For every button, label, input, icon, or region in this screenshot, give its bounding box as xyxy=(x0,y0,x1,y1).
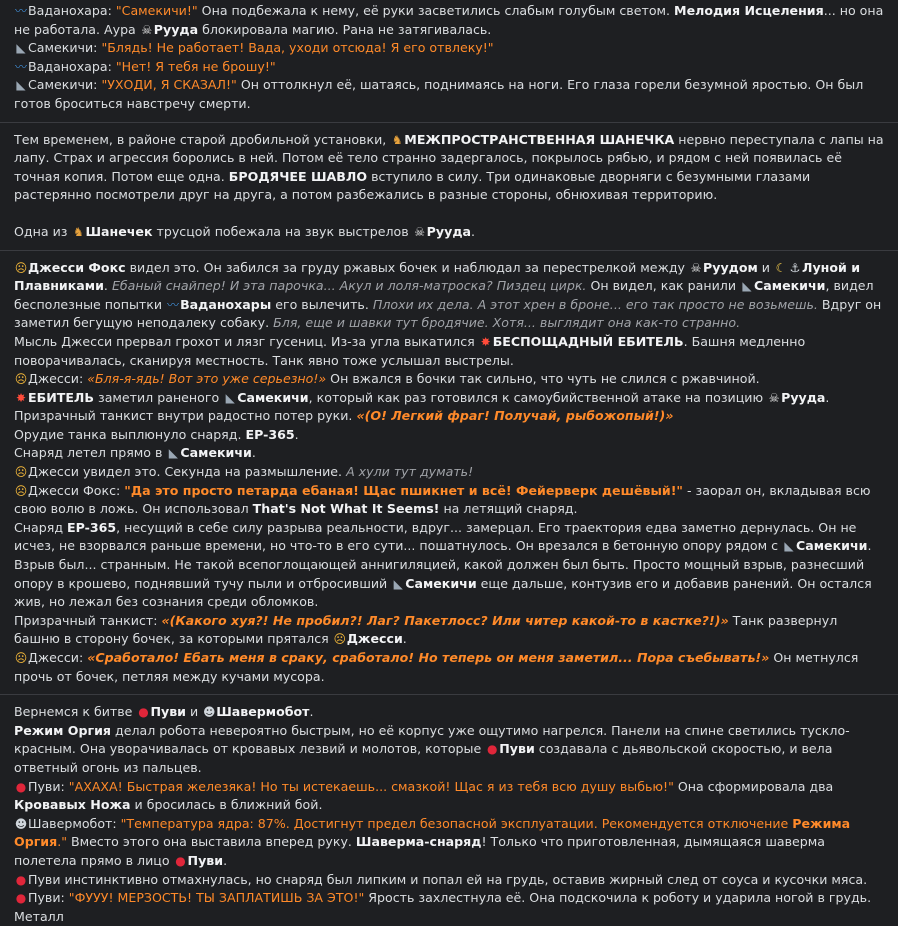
dialogue-line: ◣ Самекичи: "Блядь! Не работает! Вада, уходи отсюда! Я его отвлеку!" xyxy=(14,39,884,58)
narration-line: ☹Джесси увидел это. Секунда на размышление. А хули тут думать! xyxy=(14,463,884,482)
narration-paragraph: Режим Оргия делал робота невероятно быстрым, но её корпус уже ощутимо нагрелся. Панели на спине светились тускло-красным. Она уворачивалась от кровавых лезвий и молотов, которые ● Пуви создавала с дьявольской скоростью, и вела ответный огонь из пальцев. xyxy=(14,722,850,775)
message-divider xyxy=(0,694,898,695)
explosion-icon: ✸ xyxy=(15,390,27,405)
narration-line: Снаряд летел прямо в ◣ Самекичи. xyxy=(14,444,884,463)
worried-face-icon: ☹ xyxy=(14,651,28,665)
blood-drop-icon: ● xyxy=(15,872,27,887)
worried-face-icon: ☹ xyxy=(333,632,346,647)
worried-face-icon: ☹ xyxy=(14,465,28,480)
dialogue-line: ● Пуви: "АХАХА! Быстрая железяка! Но ты истекаешь... смазкой! Щас я из тебя всю душу выбью!" Она сформировала два Кровавых Ножа и бросилась в ближний бой. xyxy=(14,778,834,813)
shark-icon: ◣ xyxy=(393,576,403,591)
wave-icon: 〰 xyxy=(14,4,27,18)
narration-paragraph: Мысль Джесси прервал грохот и лязг гусениц. Из-за угла выкатился ✸ БЕСПОЩАДНЫЙ ЕБИТЕЛЬ. Башня медленно поворачивалась, сканируя местность. Танк явно тоже услышал выстрелы. xyxy=(14,333,806,368)
worried-face-icon: ☹ xyxy=(14,260,28,275)
skull-icon: ☠ xyxy=(141,22,153,37)
dialogue-line: Призрачный танкист: «(Какого хуя?! Не пробил?! Лаг? Пакетлосс? Или читер какой-то в кастке?!)» Танк развернул башню в сторону бочек, за которыми прятался ☹Джесси. xyxy=(14,612,884,649)
shark-icon: ◣ xyxy=(784,539,794,554)
blood-drop-icon: ● xyxy=(15,779,27,794)
worried-face-icon: ☹ xyxy=(14,483,28,498)
skull-icon: ☠ xyxy=(414,224,426,239)
dialogue-line: ☹Джесси Фокс: "Да это просто петарда ебаная! Щас пшикнет и всё! Фейерверк дешёвый!" - заорал он, вкладывая всю свою волю в ложь. Он использовал That's Not What It Seems! на летящий снаряд. xyxy=(14,482,871,517)
moon-icon: ☾ xyxy=(775,260,787,275)
shark-icon: ◣ xyxy=(742,279,752,294)
wave-icon: 〰 xyxy=(14,59,27,74)
shark-icon: ◣ xyxy=(16,41,26,56)
narration-paragraph: Снаряд EP-365, несущий в себе силу разрыва реальности, вдруг... замерцал. Его траектория едва заметно дернулась. Он не исчез, не взорвался раньше времени, но что-то в его сути... пошатнулось. Он врезался в бетонную опору рядом с ◣ Самекичи. Взрыв был... странным. Не такой всепоглощающей аннигиляцией, какой должен был быть. Просто мощный взрыв, разнесший опору в крошево, поднявший тучу пыли и отбросивший ◣ Самекичи еще дальше, контузив его и добавив ранений. Он остался жив, но лежал без сознания среди обломков. xyxy=(14,519,872,610)
dog-icon: ♞ xyxy=(73,224,84,239)
skull-icon: ☠ xyxy=(768,390,780,405)
blood-drop-icon: ● xyxy=(486,742,498,757)
skull-icon: ☠ xyxy=(690,260,702,275)
blood-drop-icon: ● xyxy=(175,853,186,868)
narration-line: 〰Ваданохара: "Самекичи!" Она подбежала к нему, её руки засветились слабым голубым светом. Мелодия Исцеления... но она не работала. Аура ☠ Рууда блокировала магию. Рана не затягивалась. xyxy=(14,2,884,39)
robot-icon: ☻ xyxy=(202,705,216,720)
shark-icon: ◣ xyxy=(16,78,26,93)
shark-icon: ◣ xyxy=(168,446,179,461)
blood-drop-icon: ● xyxy=(138,705,149,720)
dialogue-line: ◣ Самекичи: "УХОДИ, Я СКАЗАЛ!" Он оттолкнул её, шатаясь, поднимаясь на ноги. Его глаза горели безумной яростью. Он был готов броситься навстречу смерти. xyxy=(14,77,864,111)
narration-line: Орудие танка выплюнуло снаряд. EP-365. xyxy=(14,426,299,442)
narration-paragraph: ✸ ЕБИТЕЛЬ заметил раненого ◣ Самекичи, который как раз готовился к самоубийственной атаке на позицию ☠ Рууда. Призрачный танкист внутри радостно потер руки. «(О! Легкий фраг! Получай, рыбожопый!)» xyxy=(14,389,830,424)
narration-paragraph: ☹Джесси Фокс видел это. Он забился за груду ржавых бочек и наблюдал за перестрелкой между ☠ Руудом и ☾ ⚓ Луной и Плавниками. Ебаный снайпер! И эта парочка... Акул и лоля-матроска? Пиздец цирк. Он видел, как ранили ◣ Самекичи, видел бесполезные попытки 〰Ваданохары его вылечить. Плохи их дела. А этот хрен в броне... его так просто не возьмешь. Вдруг он заметил бегущую неподалеку собаку. Бля, еще и шавки тут бродячие. Хотя... выглядит она как-то странно. xyxy=(14,259,882,331)
worried-face-icon: ☹ xyxy=(14,372,28,387)
shark-icon: ◣ xyxy=(225,390,235,405)
narration-paragraph: Тем временем, в районе старой дробильной установки, ♞ МЕЖПРОСТРАНСТВЕННАЯ ШАНЕЧКА нервно переступала с лапы на лапу. Страх и агрессия боролись в ней. Потом её тело странно задергалось, покрылось рябью, и рядом с ней появилась её точная копия. Потом еще одна. БРОДЯЧЕЕ ШАВЛО вступило в силу. Три одинаковые дворняги с безумными глазами растерянно посмотрели друг на друга, а потом разбежались в разные стороны, обнюхивая территорию. xyxy=(14,131,884,203)
dialogue-line: ● Пуви: "ФУУУ! МЕРЗОСТЬ! ТЫ ЗАПЛАТИШЬ ЗА ЭТО!" Ярость захлестнула её. Она подскочила к роботу и ударила ногой в грудь. Металл xyxy=(14,890,872,924)
dog-icon: ♞ xyxy=(391,132,403,147)
dialogue-line: ☹Джесси: «Сработало! Ебать меня в сраку, сработало! Но теперь он меня заметил... Пора съебывать!» Он метнулся прочь от бочек, петляя между кучами мусора. xyxy=(14,650,859,684)
dialogue-line: ☻Шавермобот: "Температура ядра: 87%. Достигнут предел безопасной эксплуатации. Рекомендуется отключение Режима Оргия." Вместо этого она выставила вперед руку. Шаверма-снаряд! Только что приготовленная, дымящаяся шаверма полетела прямо в лицо ● Пуви. xyxy=(14,815,884,871)
dialogue-line: ☹Джесси: «Бля-я-ядь! Вот это уже серьезно!» Он вжался в бочки так сильно, что чуть не слился с ржавчиной. xyxy=(14,370,884,389)
narration-paragraph: Одна из ♞ Шанечек трусцой побежала на звук выстрелов ☠ Рууда. xyxy=(14,223,884,242)
dialogue-line: 〰Ваданохара: "Нет! Я тебя не брошу!" xyxy=(14,58,884,77)
explosion-icon: ✸ xyxy=(480,334,491,349)
message-divider xyxy=(0,250,898,251)
anchor-icon: ⚓ xyxy=(789,260,801,275)
narration-line: Вернемся к битве ● Пуви и ☻Шавермобот. xyxy=(14,703,884,722)
blood-drop-icon: ● xyxy=(15,891,27,906)
message-divider xyxy=(0,122,898,123)
robot-icon: ☻ xyxy=(14,816,28,831)
narration-line: ● Пуви инстинктивно отмахнулась, но снаряд был липким и попал ей на грудь, оставив жирный след от соуса и кусочки мяса. xyxy=(14,871,884,890)
wave-icon: 〰 xyxy=(167,297,180,312)
